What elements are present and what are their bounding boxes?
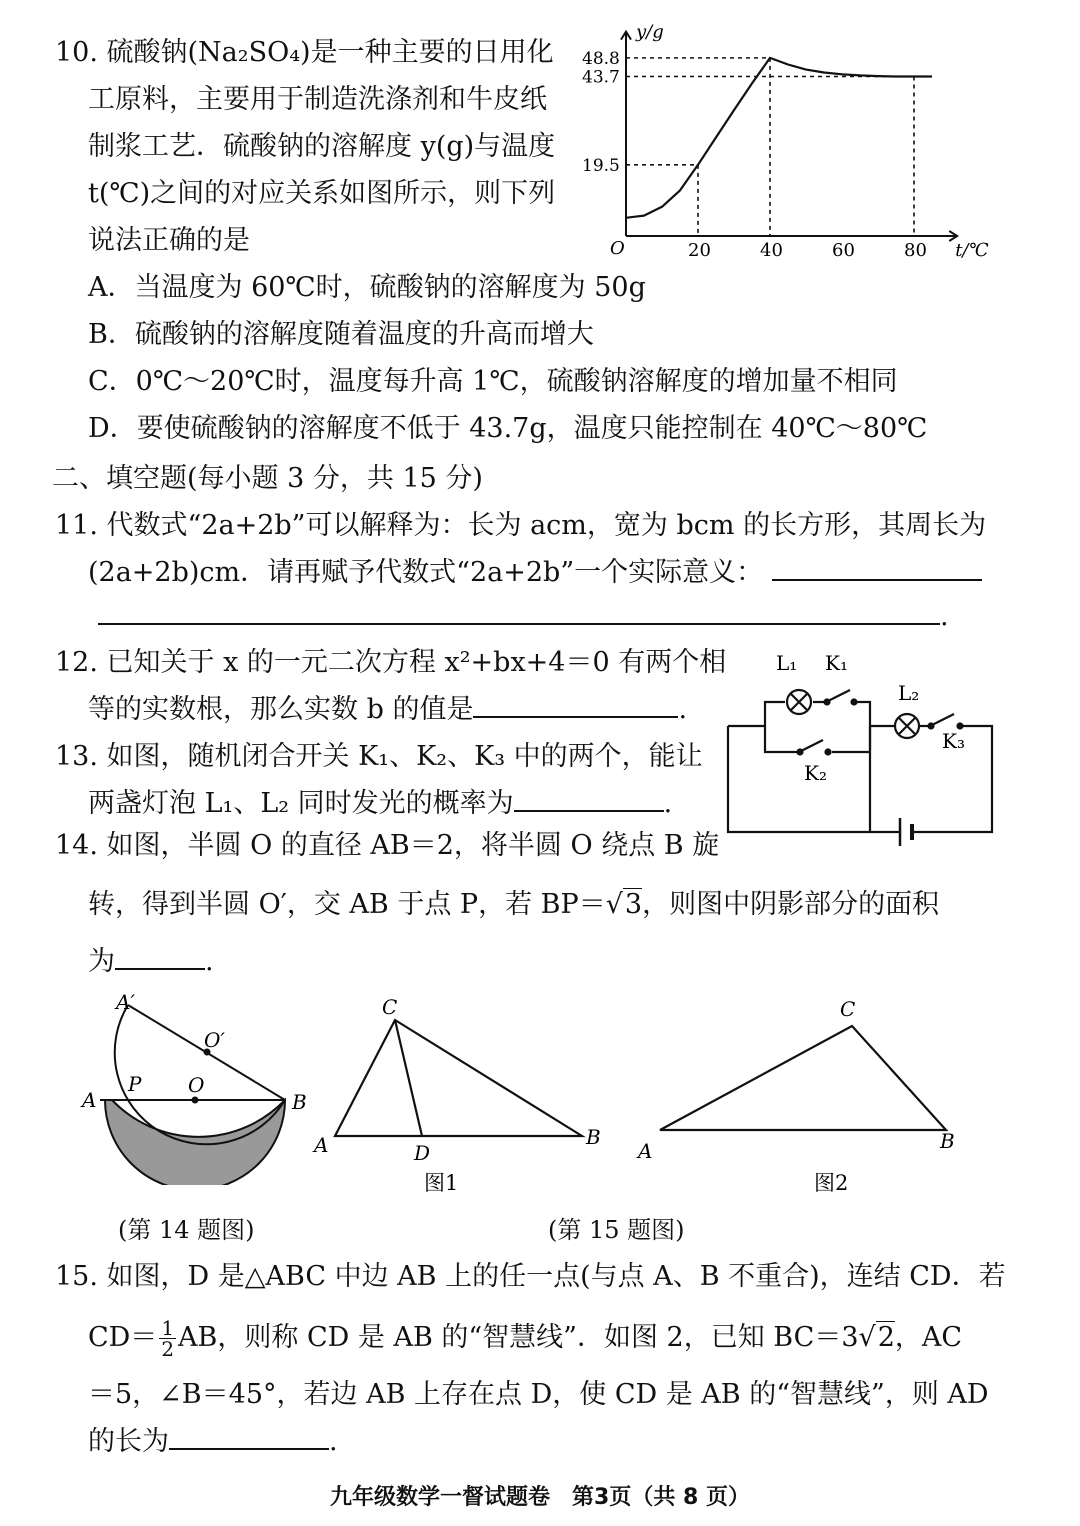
q10-line1: 10. 硫酸钠(Na₂SO₄)是一种主要的日用化 bbox=[55, 37, 554, 68]
q11-answer-blank-1[interactable] bbox=[772, 557, 982, 581]
y-axis-label: y/g bbox=[636, 21, 664, 43]
fig14-caption: (第 14 题图) bbox=[118, 1216, 255, 1244]
q12-line1: 12. 已知关于 x 的一元二次方程 x²+bx+4＝0 有两个相 bbox=[55, 647, 727, 678]
fig15-1-label-c: C bbox=[382, 995, 398, 1019]
q10-option-a: A．当温度为 60℃时，硫酸钠的溶解度为 50g bbox=[88, 272, 646, 303]
label-k1: K₁ bbox=[825, 651, 848, 675]
figure-15-1 bbox=[310, 990, 610, 1200]
label-l2: L₂ bbox=[898, 681, 920, 705]
fig14-label-a: A bbox=[82, 1088, 97, 1112]
q11-line3 bbox=[98, 600, 949, 634]
fig14-label-a-prime: A′ bbox=[116, 990, 135, 1014]
q15-line2-text-c: ，AC bbox=[894, 1322, 963, 1353]
y-tick-label-48-8: 48.8 bbox=[582, 48, 620, 69]
fig14-label-o-prime: O′ bbox=[204, 1028, 225, 1052]
fig15-1-label-a: A bbox=[314, 1133, 329, 1157]
q14-line2-text-a: 转，得到半圆 O′，交 AB 于点 P，若 BP＝ bbox=[88, 889, 606, 920]
q11-answer-blank-2[interactable] bbox=[98, 601, 940, 625]
fig15-2-caption: 图2 bbox=[814, 1171, 849, 1195]
q13-answer-blank[interactable] bbox=[514, 788, 664, 812]
q12-answer-blank[interactable] bbox=[473, 694, 678, 718]
q12-line2-text: 等的实数根，那么实数 b 的值是 bbox=[88, 694, 474, 725]
fig14-label-o: O bbox=[188, 1073, 205, 1097]
q11-line2-text: (2a+2b)cm．请再赋予代数式“2a+2b”一个实际意义： bbox=[88, 557, 764, 588]
q15-frac-den: 2 bbox=[161, 1337, 175, 1361]
y-tick-label-43-7: 43.7 bbox=[582, 67, 620, 88]
q14-line2: 转，得到半圆 O′，交 AB 于点 P，若 BP＝√3，则图中阴影部分的面积 bbox=[88, 889, 940, 920]
label-k2: K₂ bbox=[804, 761, 827, 785]
circuit-diagram bbox=[720, 640, 1010, 855]
q10-option-b: B．硫酸钠的溶解度随着温度的升高而增大 bbox=[88, 319, 594, 350]
fig15-1-label-d: D bbox=[414, 1141, 431, 1165]
q14-line2-text-b: ，则图中阴影部分的面积 bbox=[642, 889, 940, 920]
origin-label: O bbox=[610, 238, 625, 259]
q12-line2 bbox=[88, 693, 687, 727]
x-tick-label-20: 20 bbox=[688, 240, 711, 261]
x-tick-label-40: 40 bbox=[760, 240, 783, 261]
q14-line1: 14. 如图，半圆 O 的直径 AB＝2，将半圆 O 绕点 B 旋 bbox=[55, 830, 720, 861]
q15-line2-text-a: CD＝ bbox=[88, 1322, 158, 1353]
q15-line2-text-b: AB，则称 CD 是 AB 的“智慧线”．如图 2，已知 BC＝3 bbox=[178, 1322, 859, 1353]
fig14-label-b: B bbox=[292, 1090, 307, 1114]
q10-option-c: C．0℃～20℃时，温度每升高 1℃，硫酸钠溶解度的增加量不相同 bbox=[88, 366, 898, 397]
q14-answer-blank[interactable] bbox=[115, 946, 205, 970]
x-tick-label-80: 80 bbox=[904, 240, 927, 261]
q13-line1: 13. 如图，随机闭合开关 K₁、K₂、K₃ 中的两个，能让 bbox=[55, 741, 703, 772]
q13-line2 bbox=[88, 787, 672, 821]
q10-option-d: D．要使硫酸钠的溶解度不低于 43.7g，温度只能控制在 40℃～80℃ bbox=[88, 413, 928, 444]
fig15-2-label-c: C bbox=[840, 997, 856, 1021]
label-l1: L₁ bbox=[776, 651, 798, 675]
q15-sqrt: 2 bbox=[877, 1322, 895, 1353]
q10-line3: 制浆工艺．硫酸钠的溶解度 y(g)与温度 bbox=[88, 131, 556, 162]
q15-line3: ＝5，∠B＝45°，若边 AB 上存在点 D，使 CD 是 AB 的“智慧线”，则 AD bbox=[88, 1379, 989, 1410]
page-footer: 九年级数学一督试题卷 第3页（共 8 页） bbox=[330, 1485, 750, 1510]
solubility-chart bbox=[578, 8, 998, 268]
q15-fraction bbox=[159, 1318, 176, 1359]
x-axis-label: t/℃ bbox=[955, 240, 989, 261]
q15-line2: CD＝ $\frac{1}{2}$ AB，则称 CD 是 AB 的“智慧线”．如图 2，已知 BC＝3√2，AC bbox=[88, 1316, 963, 1361]
q12-period: . bbox=[678, 694, 688, 725]
q15-line4 bbox=[88, 1425, 338, 1459]
fig14-label-p: P bbox=[128, 1072, 142, 1096]
q14-period: . bbox=[205, 946, 214, 977]
q10-line5: 说法正确的是 bbox=[88, 225, 250, 256]
q15-frac-num: 1 bbox=[161, 1316, 175, 1340]
figure-14 bbox=[70, 985, 330, 1185]
label-k3: K₃ bbox=[942, 729, 965, 753]
q11-period: . bbox=[940, 601, 949, 632]
q15-answer-blank[interactable] bbox=[169, 1426, 329, 1450]
section-title: 二、填空题(每小题 3 分，共 15 分) bbox=[52, 463, 483, 494]
q14-line3 bbox=[88, 945, 214, 979]
q15-line1: 15. 如图，D 是△ABC 中边 AB 上的任一点(与点 A、B 不重合)，连结 CD．若 bbox=[55, 1261, 1006, 1292]
figure-15-2 bbox=[630, 990, 970, 1200]
fig15-1-caption: 图1 bbox=[424, 1171, 459, 1195]
q13-line2-text: 两盏灯泡 L₁、L₂ 同时发光的概率为 bbox=[88, 788, 514, 819]
fig15-caption: (第 15 题图) bbox=[548, 1216, 685, 1244]
q11-line1: 11. 代数式“2a+2b”可以解释为：长为 acm，宽为 bcm 的长方形，其周长为 bbox=[55, 510, 987, 541]
q14-line3-text: 为 bbox=[88, 946, 115, 977]
q10-line4: t(℃)之间的对应关系如图所示，则下列 bbox=[88, 178, 556, 209]
q11-line2 bbox=[88, 556, 982, 590]
fig15-2-label-b: B bbox=[940, 1129, 955, 1153]
y-tick-label-19-5: 19.5 bbox=[582, 155, 620, 176]
q15-period: . bbox=[329, 1426, 338, 1457]
q13-period: . bbox=[663, 788, 673, 819]
solubility-curve bbox=[626, 58, 932, 218]
fig15-1-label-b: B bbox=[586, 1125, 601, 1149]
x-tick-label-60: 60 bbox=[832, 240, 855, 261]
fig15-2-label-a: A bbox=[638, 1139, 653, 1163]
q15-line4-text: 的长为 bbox=[88, 1426, 169, 1457]
q14-sqrt: 3 bbox=[624, 889, 643, 920]
q10-line2: 工原料，主要用于制造洗涤剂和牛皮纸 bbox=[88, 84, 547, 115]
